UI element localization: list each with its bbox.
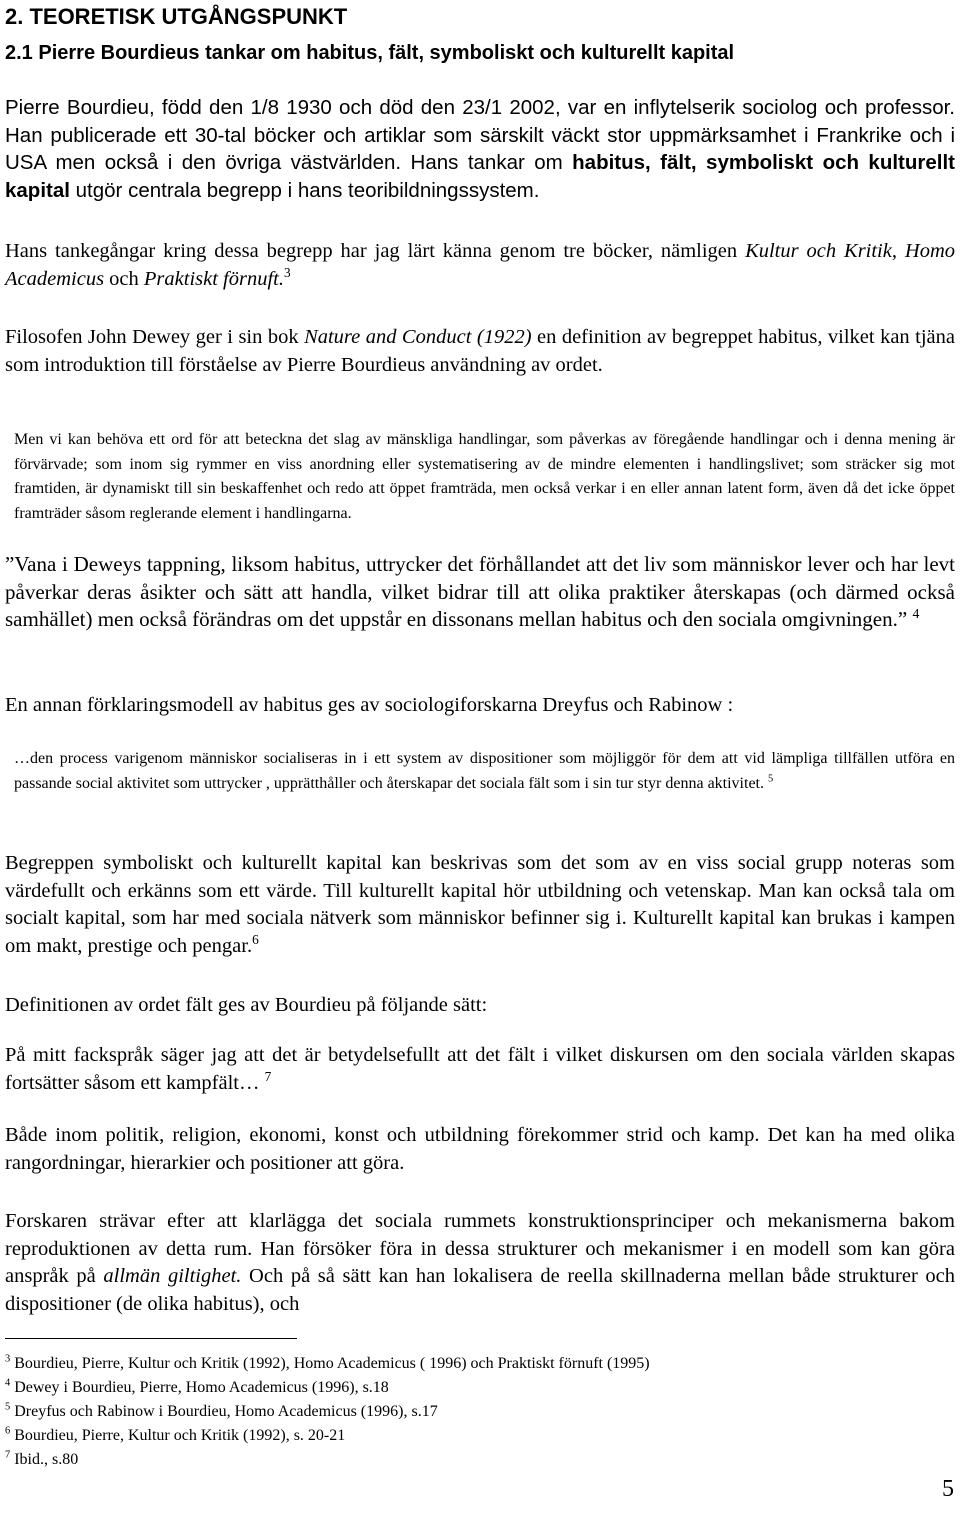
subsection-heading: 2.1 Pierre Bourdieus tankar om habitus, fält, symboliskt och kulturellt kapital bbox=[5, 42, 735, 64]
paragraph-dreyfus: En annan förklaringsmodell av habitus ges av sociologiforskarna Dreyfus och Rabinow : bbox=[5, 694, 734, 716]
paragraph-text: Begreppen symboliskt och kulturellt kapital kan beskrivas som det som av en viss social grupp noteras som värdefullt och erkänns som ett värde. Till kulturellt kapital hör utbildning och vetenskap. Man kan också tala om socialt kapital, som har med sociala nätverk som människor befinner sig i. Kulturellt kapital kan brukas i kampen om makt, prestige och pengar. bbox=[5, 852, 955, 957]
footnotes bbox=[5, 1352, 955, 1472]
footnote-text: Ibid., s.80 bbox=[10, 1451, 79, 1468]
paragraph-books bbox=[5, 238, 955, 293]
paragraph-struggle: Både inom politik, religion, ekonomi, konst och utbildning förekommer strid och kamp. Det kan ha med olika rangordningar, hierarkier och positioner att göra. bbox=[5, 1124, 955, 1174]
paragraph-text: Forskaren strävar efter att klarlägga det sociala rummets konstruktionsprinciper och mekanismerna bakom reproduktionen av detta rum. Han försöker föra in dessa strukturer och mekanismer i en modell som kan göra anspråk på bbox=[5, 1210, 955, 1287]
footnote-number: 3 bbox=[5, 1353, 11, 1365]
emphasis: allmän giltighet. bbox=[103, 1265, 242, 1287]
footnote-3 bbox=[5, 1352, 955, 1376]
footnote-text: Bourdieu, Pierre, Kultur och Kritik (1992), s. 20-21 bbox=[10, 1427, 346, 1444]
footnote-text: Dewey i Bourdieu, Pierre, Homo Academicus (1996), s.18 bbox=[10, 1379, 389, 1396]
footnote-5 bbox=[5, 1400, 955, 1424]
footnote-ref: 4 bbox=[912, 606, 920, 621]
footnote-text: Bourdieu, Pierre, Kultur och Kritik (1992), Homo Academicus ( 1996) och Praktiskt förnuft (1995) bbox=[10, 1355, 650, 1372]
paragraph-text: Och på så sätt kan han lokalisera de reella skillnaderna mellan både strukturer och dispositioner (de olika habitus), och bbox=[5, 1265, 955, 1315]
book-title: Praktiskt förnuft. bbox=[143, 267, 284, 290]
footnote-ref: 7 bbox=[264, 1068, 272, 1084]
footnote-number: 6 bbox=[5, 1425, 11, 1437]
footnote-ref: 6 bbox=[252, 931, 259, 947]
bold-concepts: habitus, fält, symboliskt och kulturellt kapital bbox=[5, 151, 955, 202]
quote-text: ”Vana i Deweys tappning, liksom habitus, uttrycker det förhållandet att det liv som människor lever och har levt påverkar deras åsikter och sätt att handla, vilket bidrar till att olika praktiker återskapas (och därmed också samhället) men också förändras om det uppstår en dissonans mellan habitus och den sociala omgivningen.” bbox=[5, 552, 955, 631]
paragraph-text: På mitt fackspråk säger jag att det är betydelsefullt att det fält i vilket diskursen om den sociala världen skapas fortsätter såsom ett kampfält… bbox=[5, 1044, 955, 1094]
paragraph-text: och bbox=[104, 267, 144, 290]
paragraph-capital bbox=[5, 850, 955, 960]
block-quote-dreyfus bbox=[14, 747, 955, 796]
book-title: Nature and Conduct (1922) bbox=[304, 326, 532, 348]
footnote-number: 7 bbox=[5, 1449, 11, 1461]
paragraph-text: Pierre Bourdieu, född den 1/8 1930 och död den 23/1 2002, var en inflytelserik sociolog och professor. Han publicerade ett 30-tal böcker och artiklar som särskilt väckt stor uppmärksamhet i Frankrike och i USA men också i den övriga västvärlden. Hans tankar om bbox=[5, 96, 955, 174]
quote-vana bbox=[5, 551, 955, 634]
quote-text: …den process varigenom människor socialiseras in i ett system av dispositioner som möjliggör för dem att vid lämpliga tillfällen utföra en passande social aktivitet som uttrycker , upprätthåller och återskapar det sociala fält som i sin tur styr denna aktivitet. bbox=[14, 750, 955, 792]
footnote-divider bbox=[5, 1338, 297, 1339]
page-number: 5 bbox=[942, 1476, 954, 1502]
footnote-ref: 5 bbox=[768, 773, 774, 785]
book-title: Kultur och Kritik, Homo Academicus bbox=[5, 240, 955, 290]
paragraph-field-quote bbox=[5, 1042, 955, 1097]
paragraph-text: utgör centrala begrepp i hans teoribildningssystem. bbox=[69, 178, 540, 202]
paragraph-text: en definition av begreppet habitus, vilket kan tjäna som introduktion till förståelse av Pierre Bourdieus användning av ordet. bbox=[5, 326, 955, 376]
footnote-6 bbox=[5, 1424, 955, 1448]
footnote-text: Dreyfus och Rabinow i Bourdieu, Homo Academicus (1996), s.17 bbox=[10, 1403, 438, 1420]
footnote-number: 5 bbox=[5, 1401, 11, 1413]
paragraph-text: Filosofen John Dewey ger i sin bok bbox=[5, 326, 305, 348]
section-heading: 2. TEORETISK UTGÅNGSPUNKT bbox=[5, 4, 348, 29]
footnote-number: 4 bbox=[5, 1377, 11, 1389]
paragraph-text: Hans tankegångar kring dessa begrepp har jag lärt känna genom tre böcker, nämligen bbox=[5, 240, 746, 262]
footnote-7 bbox=[5, 1448, 955, 1472]
footnote-4 bbox=[5, 1376, 955, 1400]
paragraph-dewey bbox=[5, 324, 955, 379]
paragraph-researcher bbox=[5, 1208, 955, 1318]
block-quote-dewey: Men vi kan behöva ett ord för att beteckna det slag av mänskliga handlingar, som påverkas av föregående handlingar och i denna mening är förvärvade; som inom sig rymmer en viss anordning eller systematisering av de mindre elementen i handlingslivet; som sträcker sig mot framtiden, är dynamiskt till sin beskaffenhet och redo att öppet framträda, men också verkar i en eller annan latent form, även då det icke öppet framträder såsom reglerande element i handlingarna. bbox=[14, 431, 955, 522]
paragraph-field-def: Definitionen av ordet fält ges av Bourdieu på följande sätt: bbox=[5, 994, 488, 1016]
paragraph-intro bbox=[5, 94, 955, 204]
footnote-ref: 3 bbox=[283, 264, 291, 280]
